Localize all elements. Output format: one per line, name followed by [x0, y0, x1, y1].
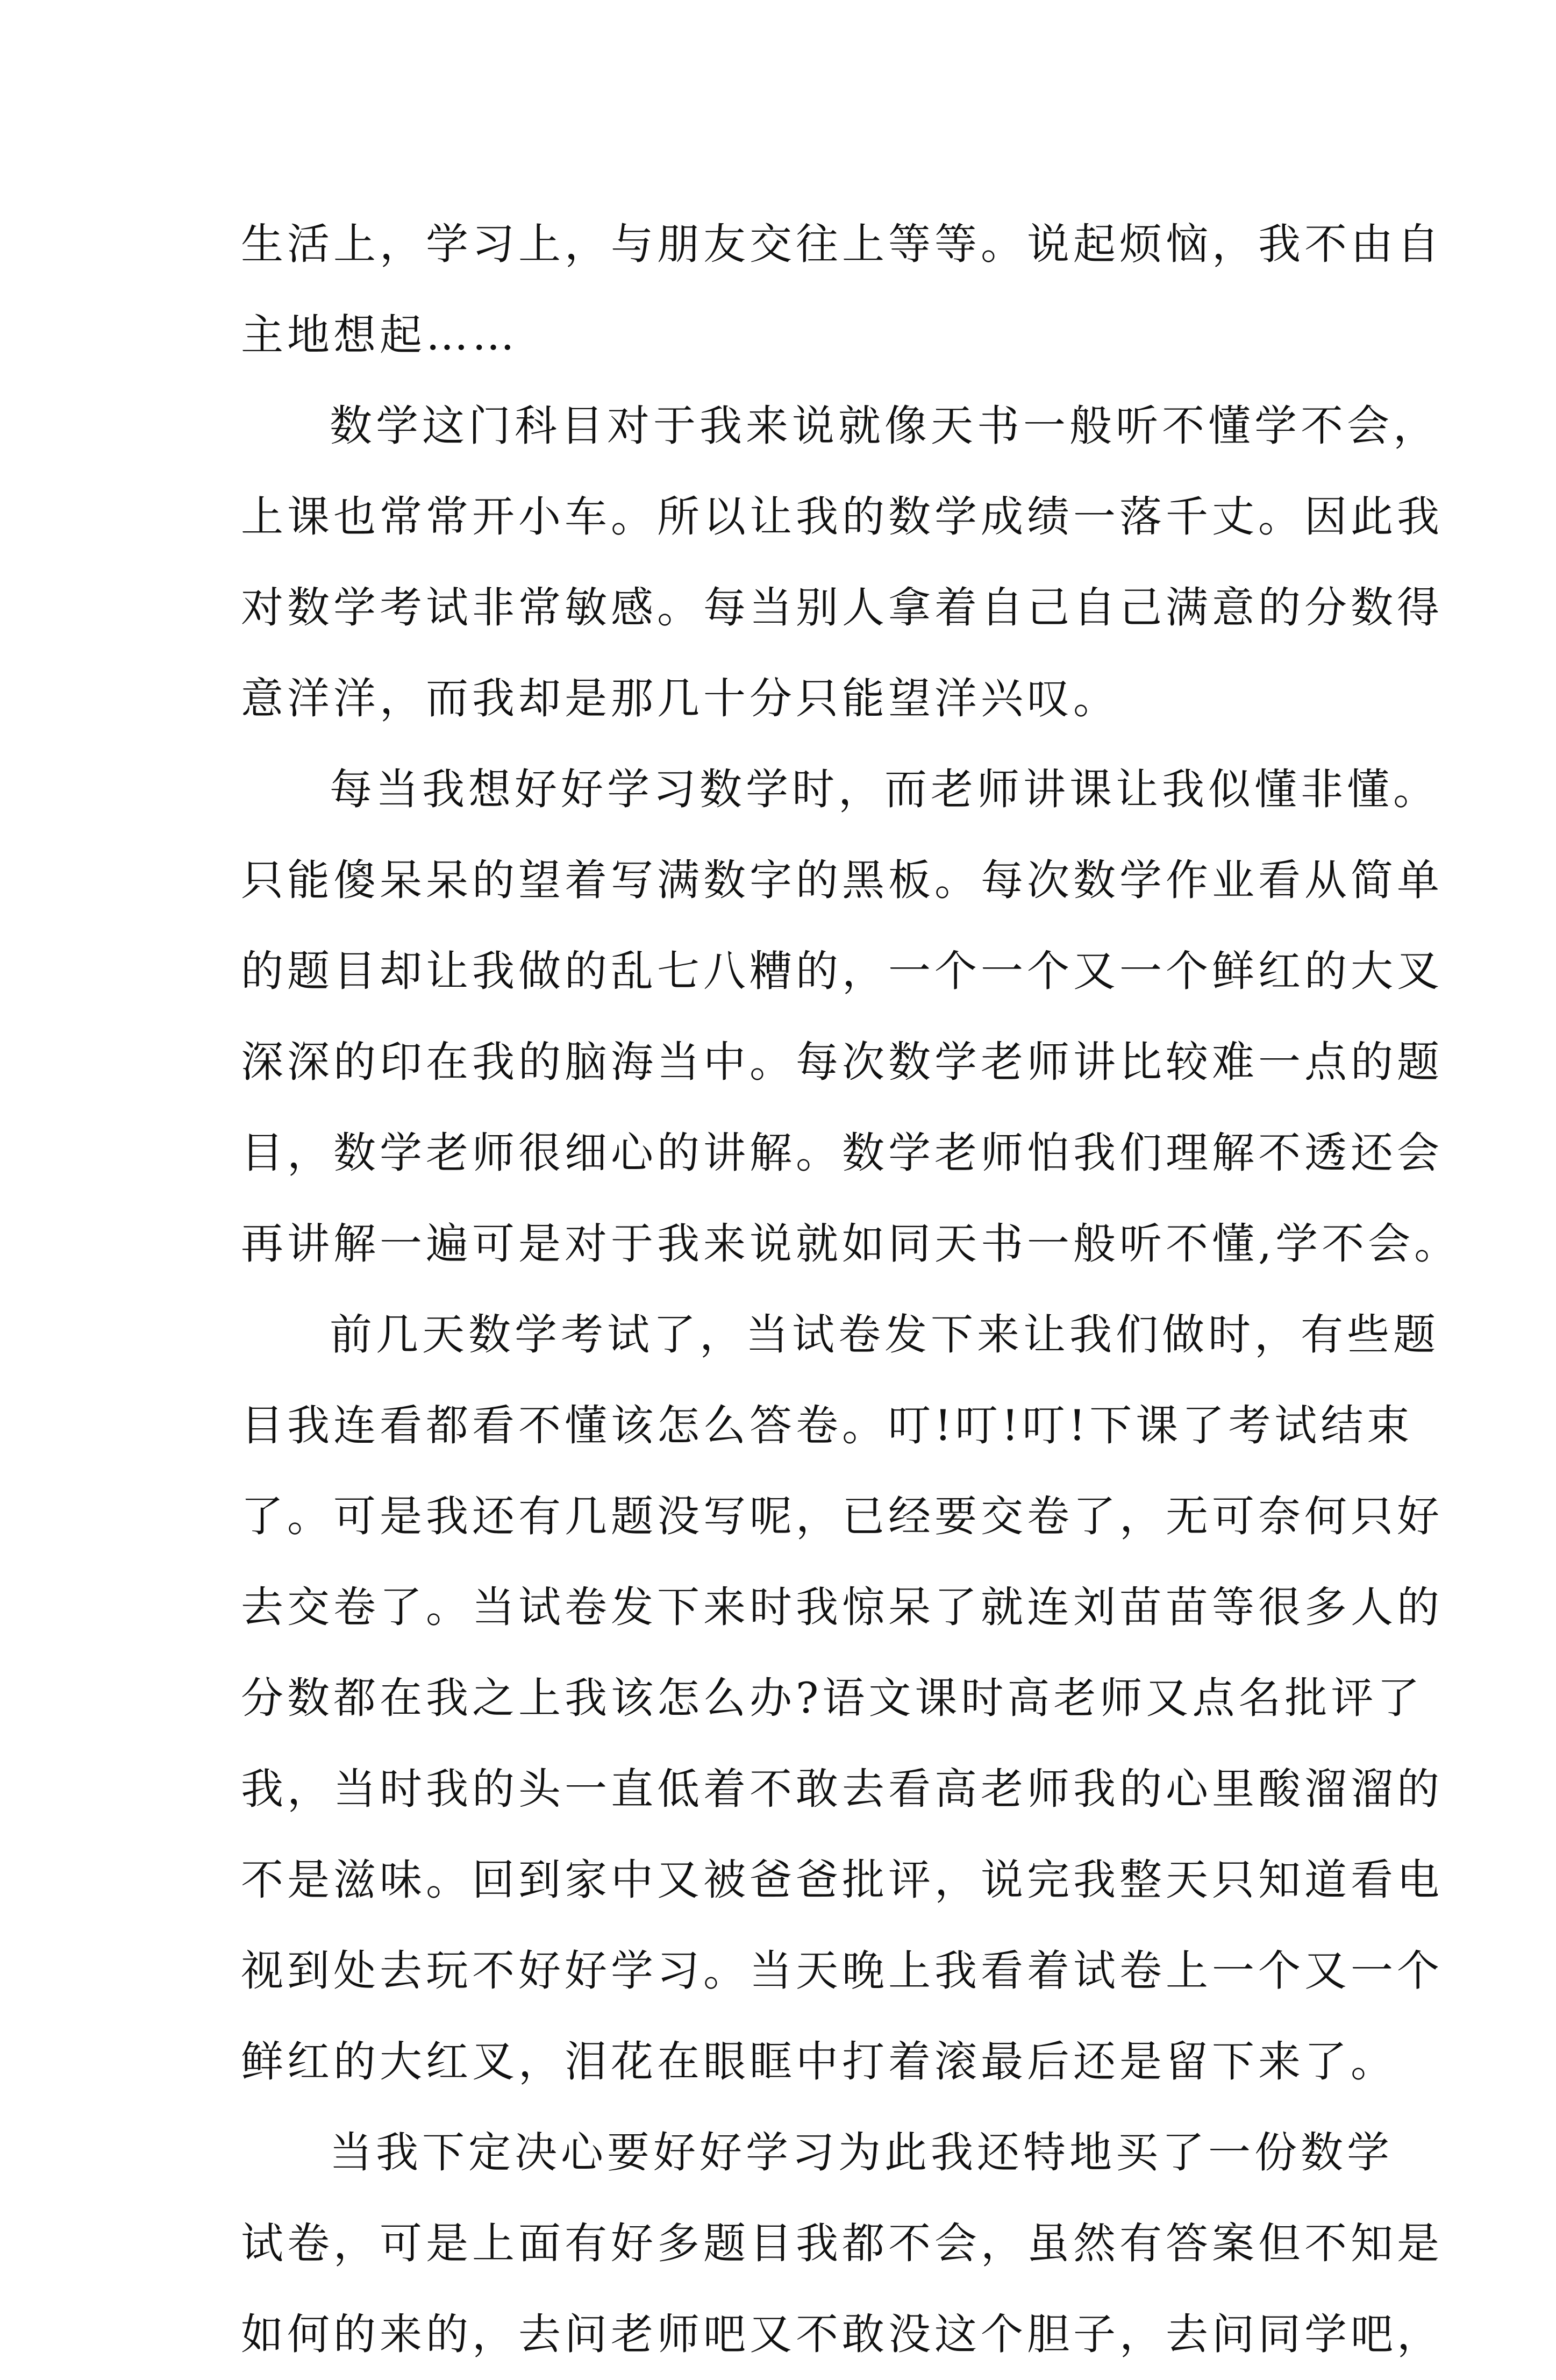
text-line: 鲜红的大红叉，泪花在眼眶中打着滚最后还是留下来了。: [241, 2037, 1397, 2086]
text-line: 主地想起……: [241, 310, 518, 360]
text-line: 目，数学老师很细心的讲解。数学老师怕我们理解不透还会: [241, 1128, 1443, 1178]
text-line: 生活上，学习上，与朋友交往上等等。说起烦恼，我不由自: [241, 219, 1443, 269]
paragraph-first-line: 前几天数学考试了，当试卷发下来让我们做时，有些题: [330, 1310, 1439, 1359]
text-line: 不是滋味。回到家中又被爸爸批评，说完我整天只知道看电: [241, 1855, 1443, 1905]
body-text: [241, 199, 1461, 2380]
text-line: 试卷，可是上面有好多题目我都不会，虽然有答案但不知是: [241, 2219, 1443, 2268]
text-line: 再讲解一遍可是对于我来说就如同天书一般听不懂,学不会。: [241, 1219, 1461, 1269]
paragraph-first-line: 数学这门科目对于我来说就像天书一般听不懂学不会，: [330, 401, 1439, 451]
text-line: 深深的印在我的脑海当中。每次数学老师讲比较难一点的题: [241, 1037, 1443, 1087]
text-line: 上课也常常开小车。所以让我的数学成绩一落千丈。因此我: [241, 492, 1443, 541]
paragraph-first-line: 每当我想好好学习数学时，而老师讲课让我似懂非懂。: [330, 765, 1439, 814]
paragraph-first-line: 当我下定决心要好好学习为此我还特地买了一份数学: [330, 2128, 1393, 2177]
text-line: 的题目却让我做的乱七八糟的，一个一个又一个鲜红的大叉: [241, 946, 1443, 996]
text-line: 去交卷了。当试卷发下来时我惊呆了就连刘苗苗等很多人的: [241, 1583, 1443, 1632]
text-line: 视到处去玩不好好学习。当天晚上我看着试卷上一个又一个: [241, 1946, 1443, 1996]
text-line: 我，当时我的头一直低着不敢去看高老师我的心里酸溜溜的: [241, 1764, 1443, 1814]
text-line: 如何的来的，去问老师吧又不敢没这个胆子，去问同学吧，: [241, 2310, 1443, 2359]
text-line: 只能傻呆呆的望着写满数字的黑板。每次数学作业看从简单: [241, 856, 1443, 905]
text-line: 分数都在我之上我该怎么办?语文课时高老师又点名批评了: [241, 1673, 1424, 1723]
text-line: 目我连看都看不懂该怎么答卷。叮!叮!叮!下课了考试结束: [241, 1401, 1414, 1450]
text-line: 意洋洋，而我却是那几十分只能望洋兴叹。: [241, 674, 1119, 723]
text-line: 了。可是我还有几题没写呢，已经要交卷了，无可奈何只好: [241, 1492, 1443, 1541]
text-line: 对数学考试非常敏感。每当别人拿着自己自己满意的分数得: [241, 583, 1443, 632]
